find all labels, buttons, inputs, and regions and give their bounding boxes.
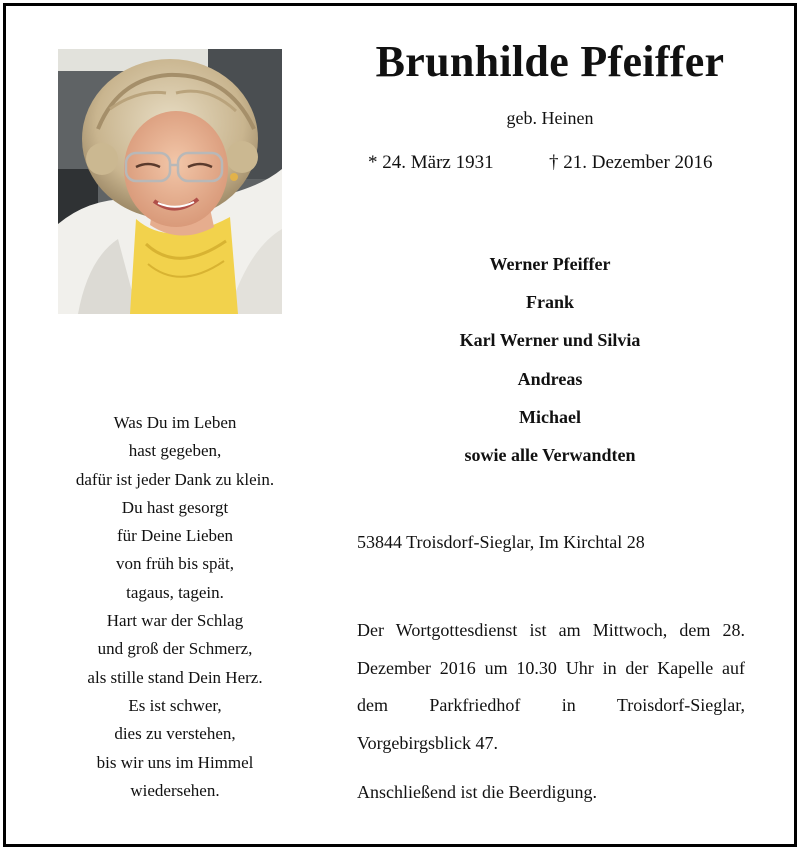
- poem-line: wiedersehen.: [130, 780, 220, 800]
- poem-line: dies zu verstehen,: [114, 724, 236, 744]
- poem-line: tagaus, tagein.: [126, 582, 224, 602]
- memorial-poem: [40, 409, 310, 805]
- mourner-name: sowie alle Verwandten: [464, 445, 636, 466]
- poem-line: Es ist schwer,: [128, 695, 222, 715]
- mourner-name: Frank: [525, 292, 574, 313]
- portrait-illustration: [58, 49, 282, 314]
- maiden-name: geb. Heinen: [506, 108, 594, 128]
- poem-line: von früh bis spät,: [115, 554, 235, 574]
- mourners-list: [310, 245, 790, 474]
- service-notice: Der Wortgottesdienst ist am Mittwoch, dem 28. Dezember 2016 um 10.30 Uhr in der Kapelle auf dem Parkfriedhof in Troisdorf-Sieglar, Vorgebirgsblick 47.: [357, 620, 745, 753]
- poem-line: als stille stand Dein Herz.: [87, 667, 263, 687]
- mourner-name: Andreas: [517, 368, 583, 389]
- poem-line: Du hast gesorgt: [121, 497, 229, 517]
- poem-line: für Deine Lieben: [116, 526, 234, 546]
- birth-date: * 24. März 1931: [368, 152, 494, 173]
- mourner-name: Karl Werner und Silvia: [459, 330, 641, 351]
- deceased-name: Brunhilde Pfeiffer: [375, 37, 725, 86]
- poem-line: dafür ist jeder Dank zu klein.: [75, 469, 275, 489]
- mourner-name: Michael: [519, 406, 581, 427]
- poem-line: und groß der Schmerz,: [97, 639, 253, 659]
- portrait-photo: [58, 49, 282, 314]
- mourner-name: Werner Pfeiffer: [489, 254, 611, 274]
- burial-notice: Anschließend ist die Beerdigung.: [357, 782, 597, 802]
- death-date: † 21. Dezember 2016: [549, 152, 713, 173]
- poem-line: Hart war der Schlag: [106, 611, 244, 631]
- poem-line: hast gegeben,: [128, 441, 222, 461]
- poem-line: Was Du im Leben: [113, 413, 237, 432]
- family-address: 53844 Troisdorf-Sieglar, Im Kirchtal 28: [357, 532, 645, 552]
- poem-line: bis wir uns im Himmel: [96, 752, 254, 772]
